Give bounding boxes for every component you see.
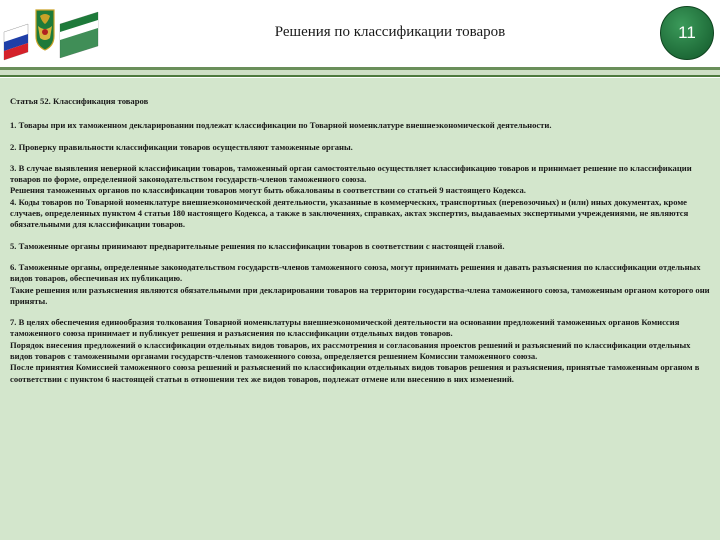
article-paragraph: [10, 120, 710, 131]
article-paragraph: [10, 142, 710, 153]
article-paragraph: [10, 262, 710, 307]
article-heading: Статья 52. Классификация товаров: [10, 96, 149, 106]
content-panel: [0, 78, 720, 540]
article-paragraph: [10, 163, 710, 231]
paragraph-line: Такие решения или разъяснения являются обязательными при декларировании товаров на территории государства-члена таможенного союза, таможенным органом которого они приняты.: [10, 284, 710, 306]
page-title: Решения по классификации товаров: [274, 24, 506, 40]
paragraph-line: 5. Таможенные органы принимают предварительные решения по классификации товаров в соответствии с настоящей главой.: [10, 240, 505, 251]
paragraph-line: 2. Проверку правильности классификации товаров осуществляют таможенные органы.: [10, 141, 353, 152]
paragraph-line: 4. Коды товаров по Товарной номенклатуре внешнеэкономической деятельности, указанные в коммерческих, транспортных (перевозочных) и (или) иных документах, кроме случаев, определенных пунктом 4 статьи 180 настоящего Кодекса, а также в заключениях, справках, актах экспертиз, выдаваемых экспертными учреждениями, не являются обязательными для классификации товаров.: [10, 196, 689, 230]
paragraph-line: 3. В случае выявления неверной классификации товаров, таможенный орган самостоятельно осуществляет классификацию товаров и принимает решение по классификации товаров по форме, определенной законодательством государств-членов таможенного союза.: [10, 162, 692, 185]
page-number-badge: 11: [660, 6, 714, 60]
article-paragraph: [10, 241, 710, 252]
russian-customs-emblem-icon: [2, 2, 100, 64]
paragraph-line: 7. В целях обеспечения единообразия толкования Товарной номенклатуры внешнеэкономической деятельности на основании предложений таможенных органов Комиссия таможенного союза принимает и публикует решения и разъяснения по классификации отдельных видов товаров.: [10, 317, 680, 339]
slide-header: [0, 0, 720, 66]
article-paragraph: [10, 317, 710, 385]
header-divider-dark: [0, 75, 720, 77]
paragraph-line: Решения таможенных органов по классификации товаров могут быть обжалованы в соответствии со статьей 9 настоящего Кодекса.: [10, 185, 526, 196]
paragraph-line: Порядок внесения предложений о классификации отдельных видов товаров, их рассмотрения и согласования проектов решений и разъяснений по классификации отдельных видов товаров с таможенными органами государств-членов таможенного союза, определяется решением Комиссии таможенного союза.: [10, 339, 691, 362]
paragraph-line: 6. Таможенные органы, определенные законодательством государств-членов таможенного союза, могут принимать решения и давать разъяснения по классификации отдельных видов товаров, обеспечивая их публикацию.: [10, 261, 701, 284]
paragraph-line: 1. Товары при их таможенном декларировании подлежат классификации по Товарной номенклатуре внешнеэкономической деятельности.: [10, 120, 552, 131]
paragraph-line: После принятия Комиссией таможенного союза решений и разъяснений по классификации отдельных видов товаров решения и разъяснения, принятые таможенным органом в соответствии с пунктом 6 настоящей статьи в отношении тех же видов товаров, подлежат отмене или внесению в них изменений.: [10, 362, 700, 384]
article-body: [10, 120, 710, 385]
